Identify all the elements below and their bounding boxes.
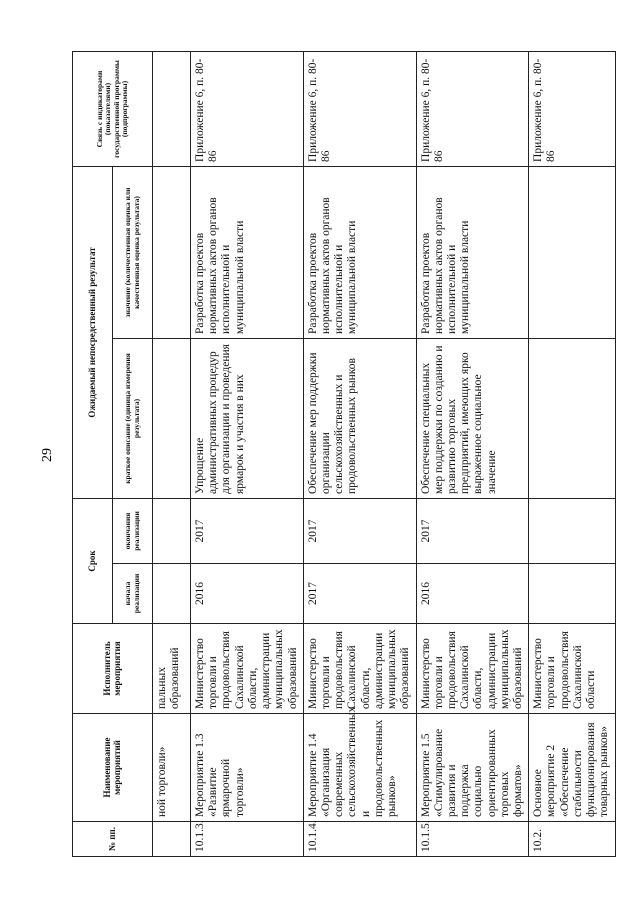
cell-end: [529, 498, 615, 563]
cell-value: [153, 166, 191, 338]
cell-start: 2017: [303, 564, 416, 624]
cell-num: 10.1.4.: [303, 822, 416, 857]
table-row: [529, 51, 615, 856]
cell-short: Упрощение административных процедур для организации и проведения ярмарок и участия в них: [191, 338, 304, 498]
cell-name: Мероприятие 1.4 «Организация современных сельскохозяйственных и продовольственных рынков»: [303, 714, 416, 822]
cell-link: Приложение 6, п. 80-86: [529, 51, 615, 166]
cell-end: 2017: [416, 498, 529, 563]
table-row: [303, 51, 416, 856]
cell-value: Разработка проектов нормативных актов органов исполнительной и муниципальной власти: [416, 166, 529, 338]
cell-executor: пальных образований: [153, 624, 191, 714]
cell-end: [153, 498, 191, 563]
header-start: начала реализации: [113, 564, 153, 624]
header-row-1: [73, 51, 113, 856]
header-num: № пп.: [73, 822, 153, 857]
cell-short: Обеспечение специальных мер поддержки по созданию и развитию торговых предприятий, имеющих ярко выраженное социальное значение: [416, 338, 529, 498]
cell-link: [153, 51, 191, 166]
cell-num: 10.2.: [529, 822, 615, 857]
cell-name: ной торговли»: [153, 714, 191, 822]
cell-value: Разработка проектов нормативных актов органов исполнительной и муниципальной власти: [191, 166, 304, 338]
cell-num: 10.1.3.: [191, 822, 304, 857]
cell-name: Основное мероприятие 2 «Обеспечение стабильности функционирования товарных рынков»: [529, 714, 615, 822]
table-row: [191, 51, 304, 856]
header-name: Наименование мероприятий: [73, 714, 153, 822]
cell-executor: Министерство торговли и продовольствия Сахалинской области, администрации муниципальных образований: [303, 624, 416, 714]
cell-start: [529, 564, 615, 624]
cell-start: 2016: [191, 564, 304, 624]
cell-short: [153, 338, 191, 498]
cell-name: Мероприятие 1.3 «Развитие ярмарочной торговли»: [191, 714, 304, 822]
cell-value: [529, 166, 615, 338]
cell-executor: Министерство торговли и продовольствия Сахалинской области: [529, 624, 615, 714]
cell-link: Приложение 6, п. 80-86: [416, 51, 529, 166]
header-expected: Ожидаемый непосредственный результат: [73, 166, 113, 498]
cell-value: Разработка проектов нормативных актов органов исполнительной и муниципальной власти: [303, 166, 416, 338]
cell-link: Приложение 6, п. 80-86: [191, 51, 304, 166]
header-end: окончания реализации: [113, 498, 153, 563]
table-row: [153, 51, 191, 856]
page-number: 29: [40, 448, 55, 462]
cell-executor: Министерство торговли и продовольствия Сахалинской области, администрации муниципальных образований: [416, 624, 529, 714]
table-row: [416, 51, 529, 856]
measures-table: [72, 51, 616, 857]
cell-num: 10.1.5.: [416, 822, 529, 857]
header-value: значение (количественная оценка или качественная оценка результата): [113, 166, 153, 338]
header-link: Связь с индикаторами (показателями) государственной программы (подпрограммы): [73, 51, 153, 166]
cell-executor: Министерство торговли и продовольствия Сахалинской области, администрации муниципальных образований: [191, 624, 304, 714]
header-short: краткое описание (единица измерения результата): [113, 338, 153, 498]
cell-start: 2016: [416, 564, 529, 624]
rotated-table-wrapper: [72, 52, 611, 857]
cell-end: 2017: [303, 498, 416, 563]
cell-link: Приложение 6, п. 80-86: [303, 51, 416, 166]
cell-short: Обеспечение мер поддержки организации сельскохозяйственных и продовольственных рынков: [303, 338, 416, 498]
cell-end: 2017: [191, 498, 304, 563]
cell-short: [529, 338, 615, 498]
cell-name: Мероприятие 1.5 «Стимулирование развития и поддержка социально ориентированных торговых форматов»: [416, 714, 529, 822]
header-term: Срок: [73, 498, 113, 623]
cell-num: [153, 822, 191, 857]
cell-start: [153, 564, 191, 624]
header-executor: Исполнитель мероприятия: [73, 624, 153, 714]
